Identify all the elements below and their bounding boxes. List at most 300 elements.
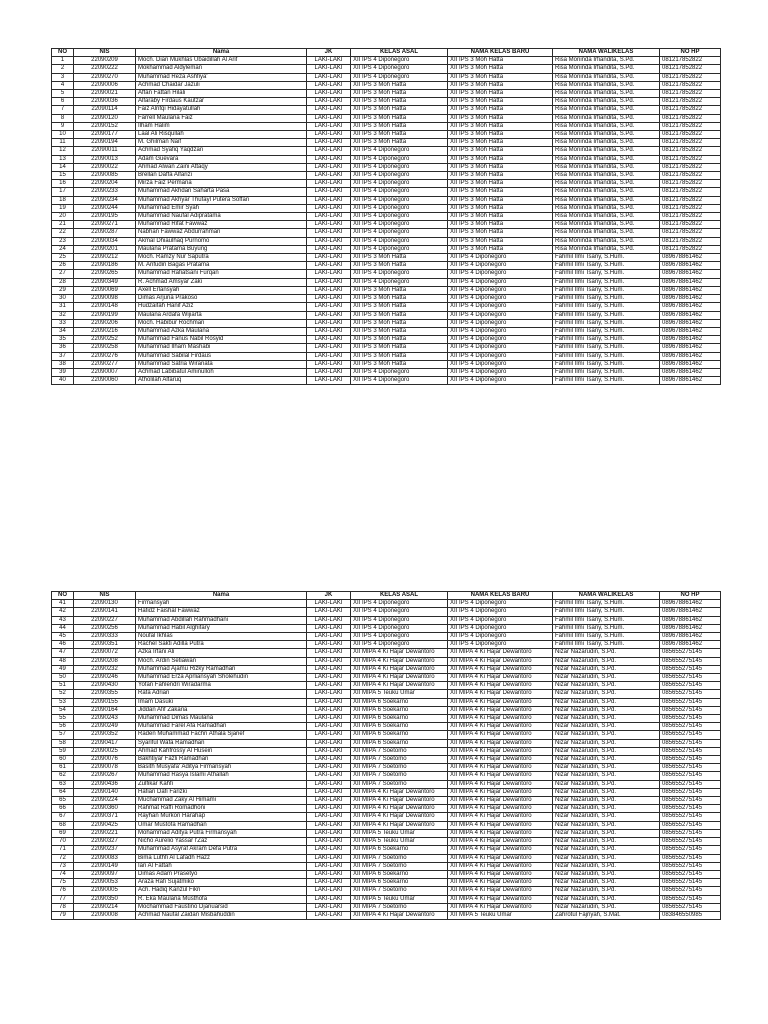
cell-kelas-baru: XII MIPA 4 Ki Hajar Dewantoro xyxy=(448,690,553,698)
cell-no-hp: 081217852822 xyxy=(660,237,721,245)
cell-nama: Mohammad Aditya Putra Firmansyah xyxy=(136,829,307,837)
cell-kelas-asal: XII IPS 4 Diponegoro xyxy=(351,229,448,237)
cell-no-hp: 089678861462 xyxy=(660,344,721,352)
cell-jk: LAKI-LAKI xyxy=(307,286,351,294)
cell-no: 5 xyxy=(52,90,74,98)
cell-nama: M. Arifudin Bagas Pratama xyxy=(136,262,307,270)
cell-nis: 22090194 xyxy=(74,139,136,147)
cell-jk: LAKI-LAKI xyxy=(307,336,351,344)
table-row xyxy=(52,270,721,278)
cell-nama: Bakhtiyar Fazli Ramadhan xyxy=(136,756,307,764)
cell-jk: LAKI-LAKI xyxy=(307,295,351,303)
cell-nis: 22090267 xyxy=(74,772,136,780)
cell-kelas-baru: XII MIPA 4 Ki Hajar Dewantoro xyxy=(448,780,553,788)
table-row xyxy=(52,73,721,81)
cell-walikelas: Nizar Nazarudin, S.Pd. xyxy=(553,731,660,739)
cell-jk: LAKI-LAKI xyxy=(307,739,351,747)
table-row xyxy=(52,879,721,887)
cell-walikelas: Nizar Nazarudin, S.Pd. xyxy=(553,903,660,911)
cell-nama: Muhammad Erza Aprliansyah Sholehudin xyxy=(136,674,307,682)
cell-jk: LAKI-LAKI xyxy=(307,813,351,821)
cell-no: 62 xyxy=(52,772,74,780)
cell-no-hp: 085655275145 xyxy=(660,698,721,706)
cell-kelas-baru: XII IPS 4 Diponegoro xyxy=(448,254,553,262)
cell-jk: LAKI-LAKI xyxy=(307,229,351,237)
cell-nis: 22090114 xyxy=(74,106,136,114)
cell-nis: 22090333 xyxy=(74,633,136,641)
cell-walikelas: Nizar Nazarudin, S.Pd. xyxy=(553,862,660,870)
cell-kelas-asal: XII IPS 4 Diponegoro xyxy=(351,163,448,171)
cell-nis: 22090085 xyxy=(74,172,136,180)
cell-no: 72 xyxy=(52,854,74,862)
cell-no: 71 xyxy=(52,846,74,854)
cell-kelas-asal: XII MIPA 4 Ki Hajar Dewantoro xyxy=(351,657,448,665)
cell-kelas-baru: XII IPS 3 Moh Hatta xyxy=(448,122,553,130)
cell-no: 73 xyxy=(52,862,74,870)
cell-kelas-baru: XII IPS 3 Moh Hatta xyxy=(448,163,553,171)
cell-jk: LAKI-LAKI xyxy=(307,311,351,319)
header-no: NO xyxy=(52,592,74,600)
cell-no: 11 xyxy=(52,139,74,147)
cell-nis: 22090216 xyxy=(74,327,136,335)
cell-no-hp: 081217852822 xyxy=(660,163,721,171)
table-row xyxy=(52,81,721,89)
cell-kelas-baru: XII IPS 3 Moh Hatta xyxy=(448,180,553,188)
cell-kelas-baru: XII IPS 4 Diponegoro xyxy=(448,344,553,352)
cell-kelas-baru: XII MIPA 4 Ki Hajar Dewantoro xyxy=(448,739,553,747)
cell-kelas-baru: XII MIPA 4 Ki Hajar Dewantoro xyxy=(448,723,553,731)
cell-no: 28 xyxy=(52,278,74,286)
cell-no: 30 xyxy=(52,295,74,303)
cell-no-hp: 081217852822 xyxy=(660,81,721,89)
cell-nama: Muhammad Dimas Maulana xyxy=(136,715,307,723)
cell-nama: Raden Muhammad Fachri Athala Sjarief xyxy=(136,731,307,739)
header-no-hp: NO HP xyxy=(660,49,721,57)
cell-no: 60 xyxy=(52,756,74,764)
cell-kelas-baru: XII IPS 3 Moh Hatta xyxy=(448,155,553,163)
cell-nis: 22090036 xyxy=(74,98,136,106)
cell-nis: 22090011 xyxy=(74,147,136,155)
cell-jk: LAKI-LAKI xyxy=(307,327,351,335)
cell-nis: 22090072 xyxy=(74,649,136,657)
cell-nis: 22090276 xyxy=(74,352,136,360)
table-row xyxy=(52,641,721,649)
cell-no: 35 xyxy=(52,336,74,344)
cell-no: 12 xyxy=(52,147,74,155)
cell-nama: Muhammad Akhdan Saharta Pasa xyxy=(136,188,307,196)
cell-nama: Maulana Pratama Buyung xyxy=(136,245,307,253)
cell-kelas-asal: XII MIPA 6 Soekarno xyxy=(351,870,448,878)
cell-nis: 22090007 xyxy=(74,368,136,376)
cell-no: 2 xyxy=(52,65,74,73)
cell-kelas-asal: XII IPS 4 Diponegoro xyxy=(351,245,448,253)
table-row xyxy=(52,690,721,698)
cell-walikelas: Risa Moninda Irfiandita, S.Pd. xyxy=(553,73,660,81)
cell-no-hp: 085655275145 xyxy=(660,780,721,788)
cell-walikelas: Nizar Nazarudin, S.Pd. xyxy=(553,756,660,764)
cell-no: 46 xyxy=(52,641,74,649)
table-row xyxy=(52,805,721,813)
table-row xyxy=(52,172,721,180)
cell-no: 41 xyxy=(52,600,74,608)
table-row xyxy=(52,846,721,854)
cell-jk: LAKI-LAKI xyxy=(307,122,351,130)
table-row xyxy=(52,213,721,221)
table-row xyxy=(52,895,721,903)
cell-nama: Ahmad Kahfrossy Al Husein xyxy=(136,747,307,755)
cell-nis: 22090221 xyxy=(74,829,136,837)
cell-nis: 22090098 xyxy=(74,295,136,303)
cell-kelas-baru: XII IPS 4 Diponegoro xyxy=(448,311,553,319)
cell-walikelas: Nizar Nazarudin, S.Pd. xyxy=(553,747,660,755)
table-row xyxy=(52,649,721,657)
cell-jk: LAKI-LAKI xyxy=(307,895,351,903)
cell-nis: 22090206 xyxy=(74,319,136,327)
cell-jk: LAKI-LAKI xyxy=(307,829,351,837)
cell-no-hp: 081217852822 xyxy=(660,188,721,196)
cell-no: 29 xyxy=(52,286,74,294)
cell-nama: Affan Fattan Hilali xyxy=(136,90,307,98)
cell-kelas-asal: XII IPS 4 Diponegoro xyxy=(351,608,448,616)
cell-no-hp: 085655275145 xyxy=(660,772,721,780)
cell-no-hp: 085655275145 xyxy=(660,657,721,665)
cell-no-hp: 089678861462 xyxy=(660,278,721,286)
header-no-hp: NO HP xyxy=(660,592,721,600)
cell-jk: LAKI-LAKI xyxy=(307,262,351,270)
cell-kelas-asal: XII MIPA 7 Soetomo xyxy=(351,756,448,764)
cell-no: 23 xyxy=(52,237,74,245)
cell-kelas-asal: XII MIPA 4 Ki Hajar Dewantoro xyxy=(351,805,448,813)
cell-no: 69 xyxy=(52,829,74,837)
cell-no-hp: 089678861462 xyxy=(660,270,721,278)
cell-kelas-asal: XII MIPA 4 Ki Hajar Dewantoro xyxy=(351,674,448,682)
cell-nama: Rafa Adrian xyxy=(136,690,307,698)
cell-walikelas: Fahmil Ilmi Tsany, S.Hum. xyxy=(553,295,660,303)
cell-nis: 22090270 xyxy=(74,73,136,81)
cell-nis: 22090277 xyxy=(74,360,136,368)
cell-jk: LAKI-LAKI xyxy=(307,838,351,846)
cell-nis: 22090177 xyxy=(74,131,136,139)
cell-kelas-baru: XII IPS 4 Diponegoro xyxy=(448,624,553,632)
cell-walikelas: Risa Moninda Irfiandita, S.Pd. xyxy=(553,106,660,114)
cell-jk: LAKI-LAKI xyxy=(307,879,351,887)
cell-nis: 22090148 xyxy=(74,303,136,311)
table-row xyxy=(52,155,721,163)
cell-kelas-asal: XII MIPA 5 Teuku Umar xyxy=(351,895,448,903)
cell-no-hp: 085655275145 xyxy=(660,879,721,887)
cell-nama: Alfaraby Firdaus Kautzar xyxy=(136,98,307,106)
table-row xyxy=(52,682,721,690)
table-row xyxy=(52,139,721,147)
cell-jk: LAKI-LAKI xyxy=(307,213,351,221)
cell-no: 15 xyxy=(52,172,74,180)
cell-no-hp: 089678861462 xyxy=(660,616,721,624)
cell-kelas-asal: XII MIPA 6 Soekarno xyxy=(351,879,448,887)
cell-kelas-asal: XII IPS 4 Diponegoro xyxy=(351,600,448,608)
cell-no-hp: 089678861462 xyxy=(660,608,721,616)
cell-no: 9 xyxy=(52,122,74,130)
cell-nama: Umar Mustofa Ramadhan xyxy=(136,821,307,829)
cell-no: 31 xyxy=(52,303,74,311)
cell-jk: LAKI-LAKI xyxy=(307,172,351,180)
cell-kelas-asal: XII MIPA 6 Soekarno xyxy=(351,715,448,723)
cell-nis: 22090371 xyxy=(74,813,136,821)
cell-kelas-asal: XII MIPA 7 Soetomo xyxy=(351,747,448,755)
cell-no-hp: 089678861462 xyxy=(660,327,721,335)
cell-no-hp: 081217852822 xyxy=(660,122,721,130)
cell-nama: Muhammad Abdillah Rahmadhani xyxy=(136,616,307,624)
cell-walikelas: Nizar Nazarudin, S.Pd. xyxy=(553,854,660,862)
cell-kelas-asal: XII IPS 4 Diponegoro xyxy=(351,196,448,204)
cell-nama: Muhammad Emir Syah xyxy=(136,204,307,212)
cell-no-hp: 081217852822 xyxy=(660,172,721,180)
cell-jk: LAKI-LAKI xyxy=(307,254,351,262)
cell-walikelas: Nizar Nazarudin, S.Pd. xyxy=(553,706,660,714)
cell-walikelas: Risa Moninda Irfiandita, S.Pd. xyxy=(553,196,660,204)
cell-no-hp: 089678861462 xyxy=(660,295,721,303)
cell-kelas-asal: XII IPS 4 Diponegoro xyxy=(351,633,448,641)
cell-kelas-baru: XII IPS 4 Diponegoro xyxy=(448,303,553,311)
cell-no: 1 xyxy=(52,57,74,65)
table-row xyxy=(52,106,721,114)
cell-no-hp: 089678861462 xyxy=(660,262,721,270)
cell-no: 56 xyxy=(52,723,74,731)
cell-kelas-baru: XII IPS 3 Moh Hatta xyxy=(448,139,553,147)
cell-no: 75 xyxy=(52,879,74,887)
cell-nis: 22090327 xyxy=(74,838,136,846)
table-row xyxy=(52,698,721,706)
table-row xyxy=(52,706,721,714)
cell-kelas-asal: XII MIPA 6 Soekarno xyxy=(351,723,448,731)
header-nama-kelas-baru: NAMA KELAS BARU xyxy=(448,592,553,600)
cell-nis: 22090008 xyxy=(74,911,136,919)
cell-walikelas: Nizar Nazarudin, S.Pd. xyxy=(553,682,660,690)
cell-kelas-baru: XII MIPA 4 Ki Hajar Dewantoro xyxy=(448,846,553,854)
cell-kelas-asal: XII MIPA 4 Ki Hajar Dewantoro xyxy=(351,911,448,919)
cell-no-hp: 089678861462 xyxy=(660,633,721,641)
cell-nama: Moch. Ramzy Nur Saputra xyxy=(136,254,307,262)
cell-no-hp: 081217852822 xyxy=(660,196,721,204)
cell-no-hp: 085655275145 xyxy=(660,739,721,747)
cell-kelas-asal: XII MIPA 7 Soetomo xyxy=(351,780,448,788)
cell-no-hp: 085655275145 xyxy=(660,723,721,731)
student-table-page-2 xyxy=(51,591,721,920)
cell-nis: 22090140 xyxy=(74,788,136,796)
cell-jk: LAKI-LAKI xyxy=(307,368,351,376)
cell-kelas-asal: XII IPS 4 Diponegoro xyxy=(351,221,448,229)
cell-nis: 22090078 xyxy=(74,764,136,772)
cell-no: 39 xyxy=(52,368,74,376)
cell-walikelas: Nizar Nazarudin, S.Pd. xyxy=(553,674,660,682)
cell-nis: 22090069 xyxy=(74,286,136,294)
table-row xyxy=(52,870,721,878)
cell-jk: LAKI-LAKI xyxy=(307,903,351,911)
cell-no: 14 xyxy=(52,163,74,171)
cell-no: 34 xyxy=(52,327,74,335)
cell-walikelas: Fahmil Ilmi Tsany, S.Hum. xyxy=(553,641,660,649)
cell-nis: 22090005 xyxy=(74,887,136,895)
table-row xyxy=(52,196,721,204)
cell-no-hp: 089678861462 xyxy=(660,360,721,368)
cell-nama: Ilham Halim xyxy=(136,122,307,130)
cell-walikelas: Nizar Nazarudin, S.Pd. xyxy=(553,649,660,657)
cell-kelas-baru: XII IPS 3 Moh Hatta xyxy=(448,237,553,245)
cell-nama: Moch. Habibur Rochman xyxy=(136,319,307,327)
cell-jk: LAKI-LAKI xyxy=(307,887,351,895)
cell-no: 51 xyxy=(52,682,74,690)
cell-jk: LAKI-LAKI xyxy=(307,764,351,772)
cell-no: 4 xyxy=(52,81,74,89)
cell-walikelas: Risa Moninda Irfiandita, S.Pd. xyxy=(553,204,660,212)
cell-no: 77 xyxy=(52,895,74,903)
cell-walikelas: Risa Moninda Irfiandita, S.Pd. xyxy=(553,147,660,155)
table-row xyxy=(52,352,721,360)
table-row xyxy=(52,286,721,294)
cell-jk: LAKI-LAKI xyxy=(307,188,351,196)
cell-nis: 22090083 xyxy=(74,854,136,862)
table-row xyxy=(52,715,721,723)
cell-no-hp: 089678861462 xyxy=(660,352,721,360)
cell-kelas-baru: XII IPS 4 Diponegoro xyxy=(448,286,553,294)
cell-nis: 22090141 xyxy=(74,608,136,616)
cell-kelas-asal: XII IPS 3 Moh Hatta xyxy=(351,81,448,89)
cell-nama: Dimas Adam Prasetyo xyxy=(136,870,307,878)
cell-no: 65 xyxy=(52,797,74,805)
cell-kelas-baru: XII MIPA 4 Ki Hajar Dewantoro xyxy=(448,674,553,682)
cell-jk: LAKI-LAKI xyxy=(307,163,351,171)
cell-no: 74 xyxy=(52,870,74,878)
cell-nama: Muchammad Zaky Al Himami xyxy=(136,797,307,805)
cell-nis: 22090355 xyxy=(74,690,136,698)
table-row xyxy=(52,188,721,196)
cell-kelas-baru: XII IPS 3 Moh Hatta xyxy=(448,147,553,155)
cell-kelas-asal: XII IPS 4 Diponegoro xyxy=(351,624,448,632)
cell-kelas-asal: XII MIPA 6 Soekarno xyxy=(351,698,448,706)
cell-nama: Noufal Ikhlas xyxy=(136,633,307,641)
cell-jk: LAKI-LAKI xyxy=(307,57,351,65)
cell-walikelas: Fahmil Ilmi Tsany, S.Hum. xyxy=(553,311,660,319)
cell-nama: Nicho Aurelio Yassar l'Zaz xyxy=(136,838,307,846)
table-row xyxy=(52,114,721,122)
table-row xyxy=(52,221,721,229)
cell-nis: 22090034 xyxy=(74,237,136,245)
table-row xyxy=(52,204,721,212)
cell-kelas-asal: XII MIPA 7 Soetomo xyxy=(351,862,448,870)
cell-walikelas: Zahrotul Fajriyah, S.Mat. xyxy=(553,911,660,919)
cell-nis: 22090149 xyxy=(74,862,136,870)
cell-jk: LAKI-LAKI xyxy=(307,698,351,706)
cell-no-hp: 085655275145 xyxy=(660,903,721,911)
cell-kelas-baru: XII IPS 3 Moh Hatta xyxy=(448,57,553,65)
cell-kelas-asal: XII MIPA 7 Soetomo xyxy=(351,854,448,862)
cell-walikelas: Risa Moninda Irfiandita, S.Pd. xyxy=(553,90,660,98)
cell-jk: LAKI-LAKI xyxy=(307,278,351,286)
cell-no: 37 xyxy=(52,352,74,360)
cell-walikelas: Risa Moninda Irfiandita, S.Pd. xyxy=(553,155,660,163)
cell-no: 33 xyxy=(52,319,74,327)
cell-nama: Mokhammad Aldyleman xyxy=(136,65,307,73)
table-row xyxy=(52,657,721,665)
cell-no-hp: 085655275145 xyxy=(660,674,721,682)
cell-nis: 22090060 xyxy=(74,377,136,385)
cell-kelas-asal: XII IPS 4 Diponegoro xyxy=(351,641,448,649)
cell-walikelas: Fahmil Ilmi Tsany, S.Hum. xyxy=(553,327,660,335)
cell-kelas-baru: XII MIPA 4 Ki Hajar Dewantoro xyxy=(448,756,553,764)
cell-jk: LAKI-LAKI xyxy=(307,131,351,139)
cell-jk: LAKI-LAKI xyxy=(307,90,351,98)
cell-walikelas: Risa Moninda Irfiandita, S.Pd. xyxy=(553,131,660,139)
cell-walikelas: Risa Moninda Irfiandita, S.Pd. xyxy=(553,213,660,221)
cell-kelas-baru: XII IPS 4 Diponegoro xyxy=(448,327,553,335)
cell-jk: LAKI-LAKI xyxy=(307,139,351,147)
cell-nama: Ach. Hadiq Kanzul Fikri xyxy=(136,887,307,895)
cell-kelas-asal: XII IPS 4 Diponegoro xyxy=(351,188,448,196)
table-row xyxy=(52,838,721,846)
cell-no: 17 xyxy=(52,188,74,196)
cell-jk: LAKI-LAKI xyxy=(307,73,351,81)
cell-kelas-baru: XII IPS 3 Moh Hatta xyxy=(448,221,553,229)
cell-nis: 22090360 xyxy=(74,805,136,813)
cell-no-hp: 085655275145 xyxy=(660,870,721,878)
cell-walikelas: Fahmil Ilmi Tsany, S.Hum. xyxy=(553,633,660,641)
cell-nama: Imam Dasuki xyxy=(136,698,307,706)
cell-nis: 22090204 xyxy=(74,180,136,188)
cell-no: 63 xyxy=(52,780,74,788)
cell-jk: LAKI-LAKI xyxy=(307,731,351,739)
cell-no-hp: 089678861462 xyxy=(660,377,721,385)
cell-no: 48 xyxy=(52,657,74,665)
cell-jk: LAKI-LAKI xyxy=(307,747,351,755)
cell-nama: Brellan Daffa Alfarizi xyxy=(136,172,307,180)
cell-nama: Muhammad Rafiatsani Furqan xyxy=(136,270,307,278)
cell-no: 45 xyxy=(52,633,74,641)
table-row xyxy=(52,319,721,327)
cell-walikelas: Nizar Nazarudin, S.Pd. xyxy=(553,879,660,887)
cell-no-hp: 085655275145 xyxy=(660,747,721,755)
cell-no: 50 xyxy=(52,674,74,682)
cell-jk: LAKI-LAKI xyxy=(307,633,351,641)
cell-kelas-baru: XII IPS 4 Diponegoro xyxy=(448,633,553,641)
cell-no: 67 xyxy=(52,813,74,821)
cell-nama: Ian Al Fattah xyxy=(136,862,307,870)
cell-kelas-asal: XII IPS 3 Moh Hatta xyxy=(351,90,448,98)
cell-nama: Moch. Ardin Setiawan xyxy=(136,657,307,665)
cell-kelas-baru: XII MIPA 4 Ki Hajar Dewantoro xyxy=(448,829,553,837)
table-row xyxy=(52,747,721,755)
header-nis: NIS xyxy=(74,592,136,600)
cell-jk: LAKI-LAKI xyxy=(307,649,351,657)
table-row xyxy=(52,180,721,188)
cell-kelas-baru: XII MIPA 4 Ki Hajar Dewantoro xyxy=(448,813,553,821)
table-row xyxy=(52,608,721,616)
cell-nis: 22090425 xyxy=(74,821,136,829)
cell-no: 7 xyxy=(52,106,74,114)
cell-walikelas: Risa Moninda Irfiandita, S.Pd. xyxy=(553,172,660,180)
cell-nis: 22090249 xyxy=(74,723,136,731)
cell-jk: LAKI-LAKI xyxy=(307,352,351,360)
header-nama-walikelas: NAMA WALIKELAS xyxy=(553,592,660,600)
cell-no-hp: 081217852822 xyxy=(660,114,721,122)
header-nama: Nama xyxy=(136,592,307,600)
table-row xyxy=(52,829,721,837)
cell-no-hp: 085655275145 xyxy=(660,756,721,764)
cell-nis: 22090244 xyxy=(74,204,136,212)
cell-kelas-asal: XII MIPA 7 Soetomo xyxy=(351,903,448,911)
cell-no-hp: 085655275145 xyxy=(660,813,721,821)
cell-nis: 22090352 xyxy=(74,731,136,739)
cell-kelas-baru: XII MIPA 4 Ki Hajar Dewantoro xyxy=(448,821,553,829)
table-row xyxy=(52,764,721,772)
